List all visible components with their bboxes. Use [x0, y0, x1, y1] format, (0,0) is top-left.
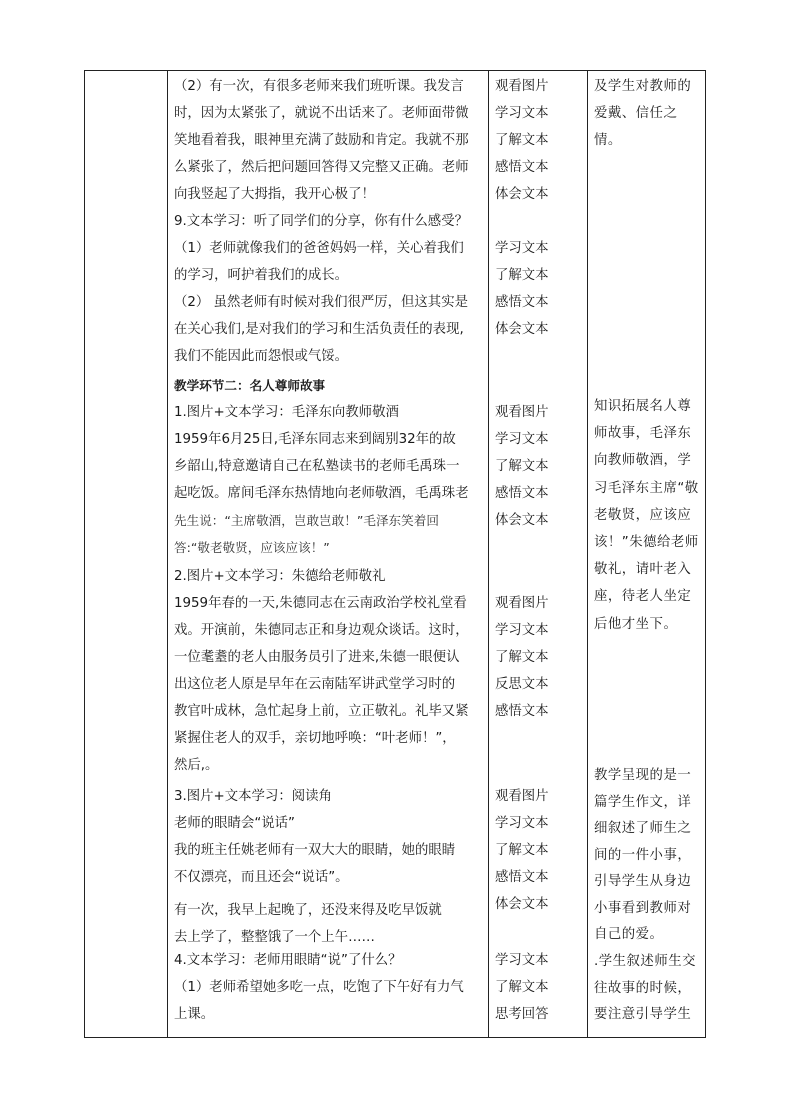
column-divider	[488, 71, 489, 1037]
activity-list-1: 观看图片 学习文本 了解文本 感悟文本 体会文本	[495, 79, 549, 202]
activity-list-6: 学习文本 了解文本 思考回答	[495, 953, 549, 1022]
story-2-text: 1959年春的一天,朱德同志在云南政治学校礼堂看 戏。开演前，朱德同志正和身边观众谈话。这时， 一位耄耋的老人由服务员引了进来,朱德一眼便认 出这位老人原是早年在云南陆军讲武堂学习时的 教官叶成林，急忙起身上前，立正敬礼。礼毕又紧 紧握住老人的双手，亲切地呼唤：“叶老师！”， 然后,。	[174, 596, 469, 773]
activity-list-5: 观看图片 学习文本 了解文本 感悟文本 体会文本	[495, 789, 549, 912]
activity-list-2: 学习文本 了解文本 感悟文本 体会文本	[495, 241, 549, 337]
story-1-title: 1.图片+文本学习：毛泽东向教师敬酒	[174, 405, 399, 420]
story-3-title: 3.图片+文本学习：阅读角 老师的眼睛会“说话”	[174, 789, 332, 831]
activity-list-4: 观看图片 学习文本 了解文本 反思文本 感悟文本	[495, 596, 549, 719]
section-2-heading: 教学环节二：名人尊师故事	[174, 378, 326, 393]
story-1-text: 1959年6月25日,毛泽东同志来到阔别32年的故 乡韶山,特意邀请自己在私塾读书的老师毛禹珠一 起吃饭。席间毛泽东热情地向老师敬酒，毛禹珠老 先生说：“主席敬酒，岂敢岂敢！”毛泽东笑着回 答:“敬老敬贤，应该应该！”	[174, 432, 469, 555]
intent-2: 知识拓展名人尊师故事，毛泽东向教师敬酒，学习毛泽东主席“敬老敬贤，应该应该！”朱德给老师敬礼，请叶老入座，待老人坐定后他才坐下。	[594, 399, 699, 632]
intent-1: 及学生对教师的爱戴、信任之情。	[594, 79, 692, 148]
intent-3: 教学呈现的是一篇学生作文，详细叙述了师生之间的一件小事，引导学生从身边小事看到教师对自己的爱。	[594, 768, 692, 942]
intent-4: .学生叙述师生交往故事的时候，要注意引导学生	[594, 954, 696, 1022]
story-2-title: 2.图片+文本学习：朱德给老师敬礼	[174, 569, 386, 584]
step-9-title: 9.文本学习：听了同学们的分享，你有什么感受？	[174, 214, 468, 229]
step-9-answer-1: （1）老师就像我们的爸爸妈妈一样，关心着我们 的学习，呵护着我们的成长。	[174, 241, 464, 283]
paragraph-student-story-2: （2）有一次，有很多老师来我们班听课。我发言 时，因为太紧张了，就说不出话来了。老师面带微 笑地看着我，眼神里充满了鼓励和肯定。我就不那 么紧张了，然后把问题回答得又完整又正确。老师 向我竖起了大拇指，我开心极了！	[174, 79, 469, 202]
step-4-answer-1: （1）老师希望她多吃一点，吃饱了下午好有力气 上课。	[174, 980, 464, 1022]
step-4-title: 4.文本学习：老师用眼睛“说”了什么？	[174, 953, 402, 968]
lesson-table	[84, 70, 706, 1038]
step-9-answer-2: （2） 虽然老师有时候对我们很严厉，但这其实是 在关心我们,是对我们的学习和生活负责任的表现, 我们不能因此而怨恨或气馁。	[174, 295, 468, 364]
column-divider	[167, 71, 168, 1037]
column-divider	[587, 71, 588, 1037]
activity-list-3: 观看图片 学习文本 了解文本 感悟文本 体会文本	[495, 405, 549, 528]
story-3-text: 我的班主任姚老师有一双大大的眼睛，她的眼睛 不仅漂亮，而且还会“说话”。 有一次，我早上起晚了，还没来得及吃早饭就 去上学了，整整饿了一个上午……	[174, 843, 456, 945]
